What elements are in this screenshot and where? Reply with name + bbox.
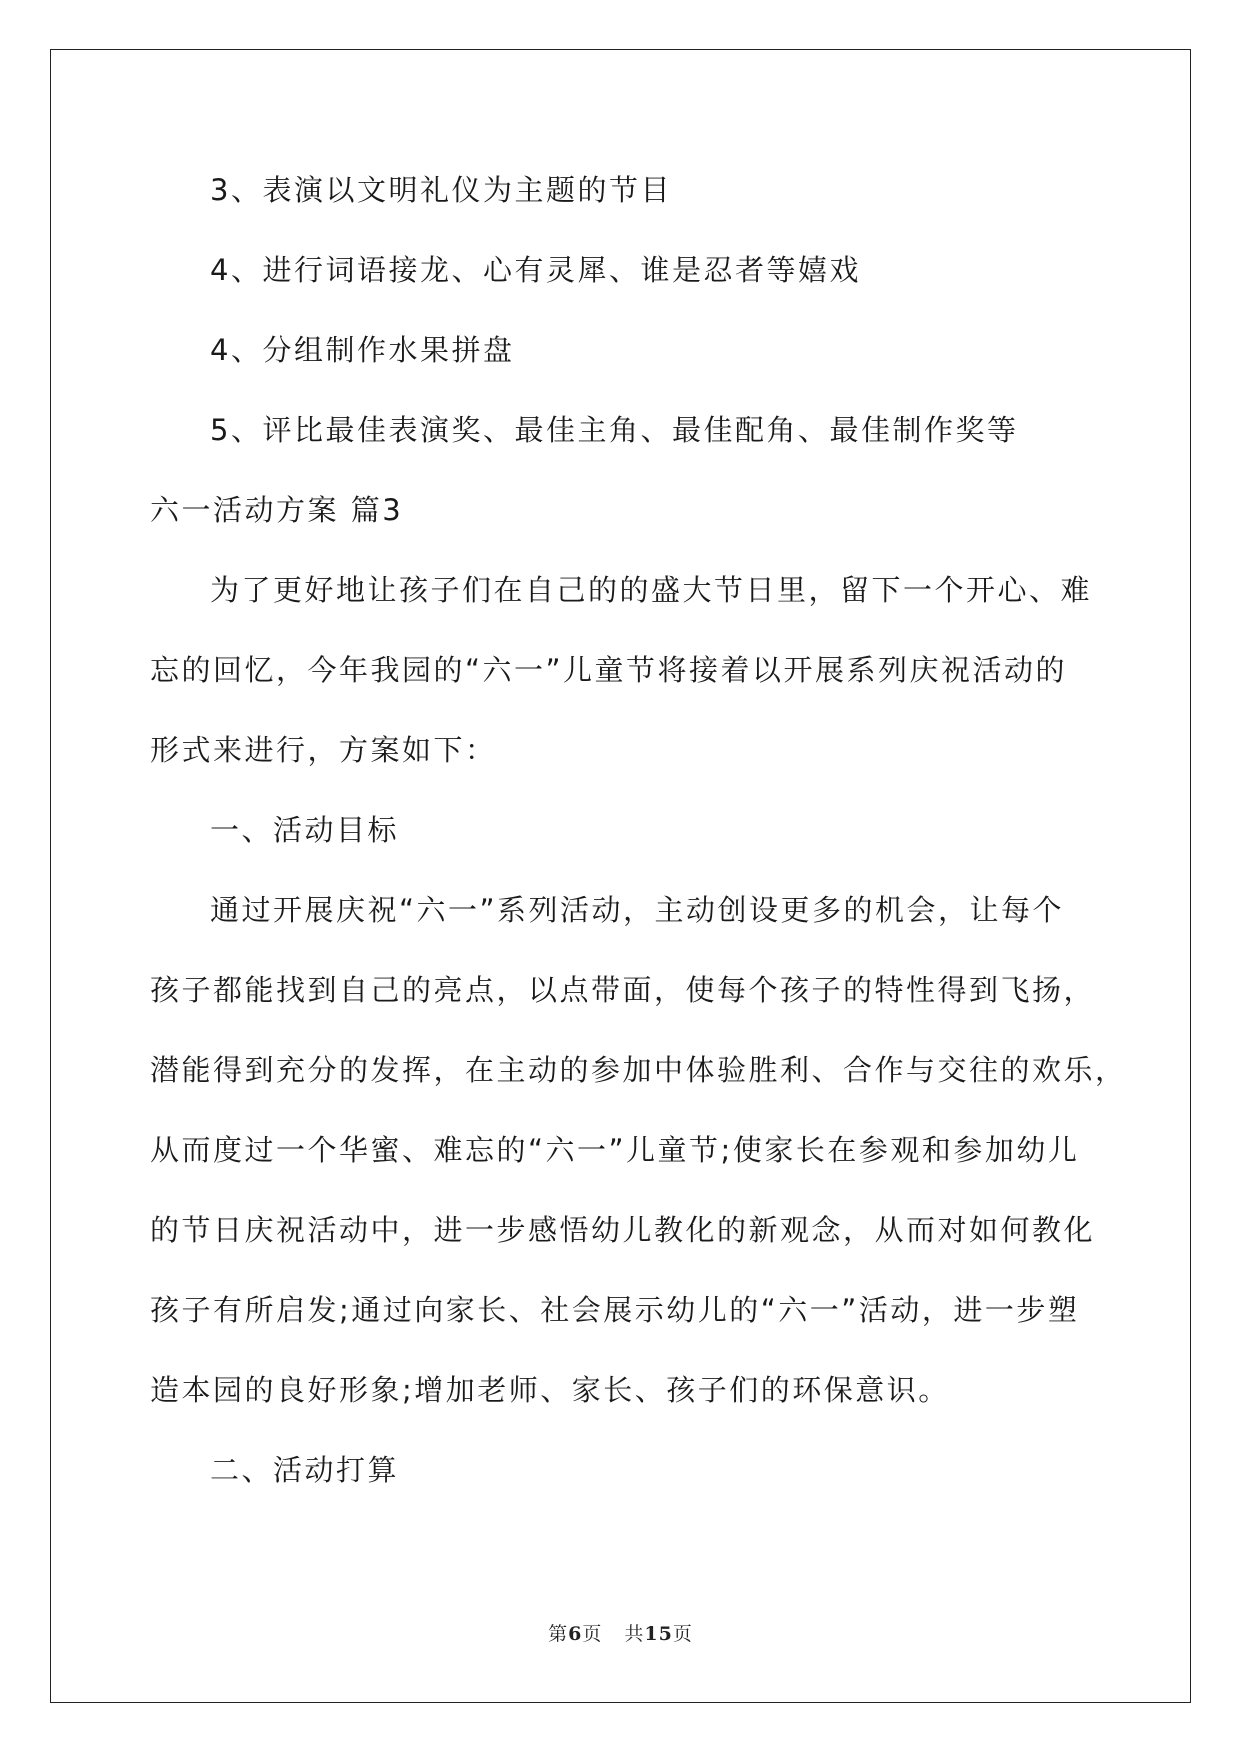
- total-pages: 15: [644, 1623, 673, 1645]
- paragraph-line: 忘的回忆，今年我园的“六一”儿童节将接着以开展系列庆祝活动的: [150, 653, 1068, 687]
- paragraph-line: 孩子都能找到自己的亮点，以点带面，使每个孩子的特性得到飞扬，: [150, 973, 1096, 1007]
- paragraph-line: 潜能得到充分的发挥，在主动的参加中体验胜利、合作与交往的欢乐，: [150, 1053, 1127, 1087]
- paragraph-line: 的节日庆祝活动中，进一步感悟幼儿教化的新观念，从而对如何教化: [150, 1213, 1096, 1247]
- total-prefix: 共: [624, 1623, 645, 1645]
- page-footer: [0, 1619, 1241, 1646]
- paragraph-line: 形式来进行，方案如下：: [150, 733, 497, 767]
- section-heading: 六一活动方案 篇3: [150, 493, 404, 527]
- page-prefix: 第: [548, 1623, 569, 1645]
- list-item: 5、评比最佳表演奖、最佳主角、最佳配角、最佳制作奖等: [210, 413, 1019, 447]
- paragraph-line: 孩子有所启发;通过向家长、社会展示幼儿的“六一”活动，进一步塑: [150, 1293, 1080, 1327]
- subsection-heading: 一、活动目标: [210, 813, 400, 847]
- paragraph-line: 为了更好地让孩子们在自己的的盛大节日里，留下一个开心、难: [210, 573, 1093, 607]
- list-item: 4、进行词语接龙、心有灵犀、谁是忍者等嬉戏: [210, 253, 861, 287]
- paragraph-line: 从而度过一个华蜜、难忘的“六一”儿童节;使家长在参观和参加幼儿: [150, 1133, 1080, 1167]
- page-number: 6: [568, 1623, 583, 1645]
- paragraph-line: 通过开展庆祝“六一”系列活动，主动创设更多的机会，让每个: [210, 893, 1065, 927]
- list-item: 3、表演以文明礼仪为主题的节目: [210, 173, 672, 207]
- list-item: 4、分组制作水果拼盘: [210, 333, 515, 367]
- paragraph-line: 造本园的良好形象;增加老师、家长、孩子们的环保意识。: [150, 1373, 950, 1407]
- subsection-heading: 二、活动打算: [210, 1453, 400, 1487]
- page-suffix: 页: [582, 1623, 603, 1645]
- total-suffix: 页: [672, 1623, 693, 1645]
